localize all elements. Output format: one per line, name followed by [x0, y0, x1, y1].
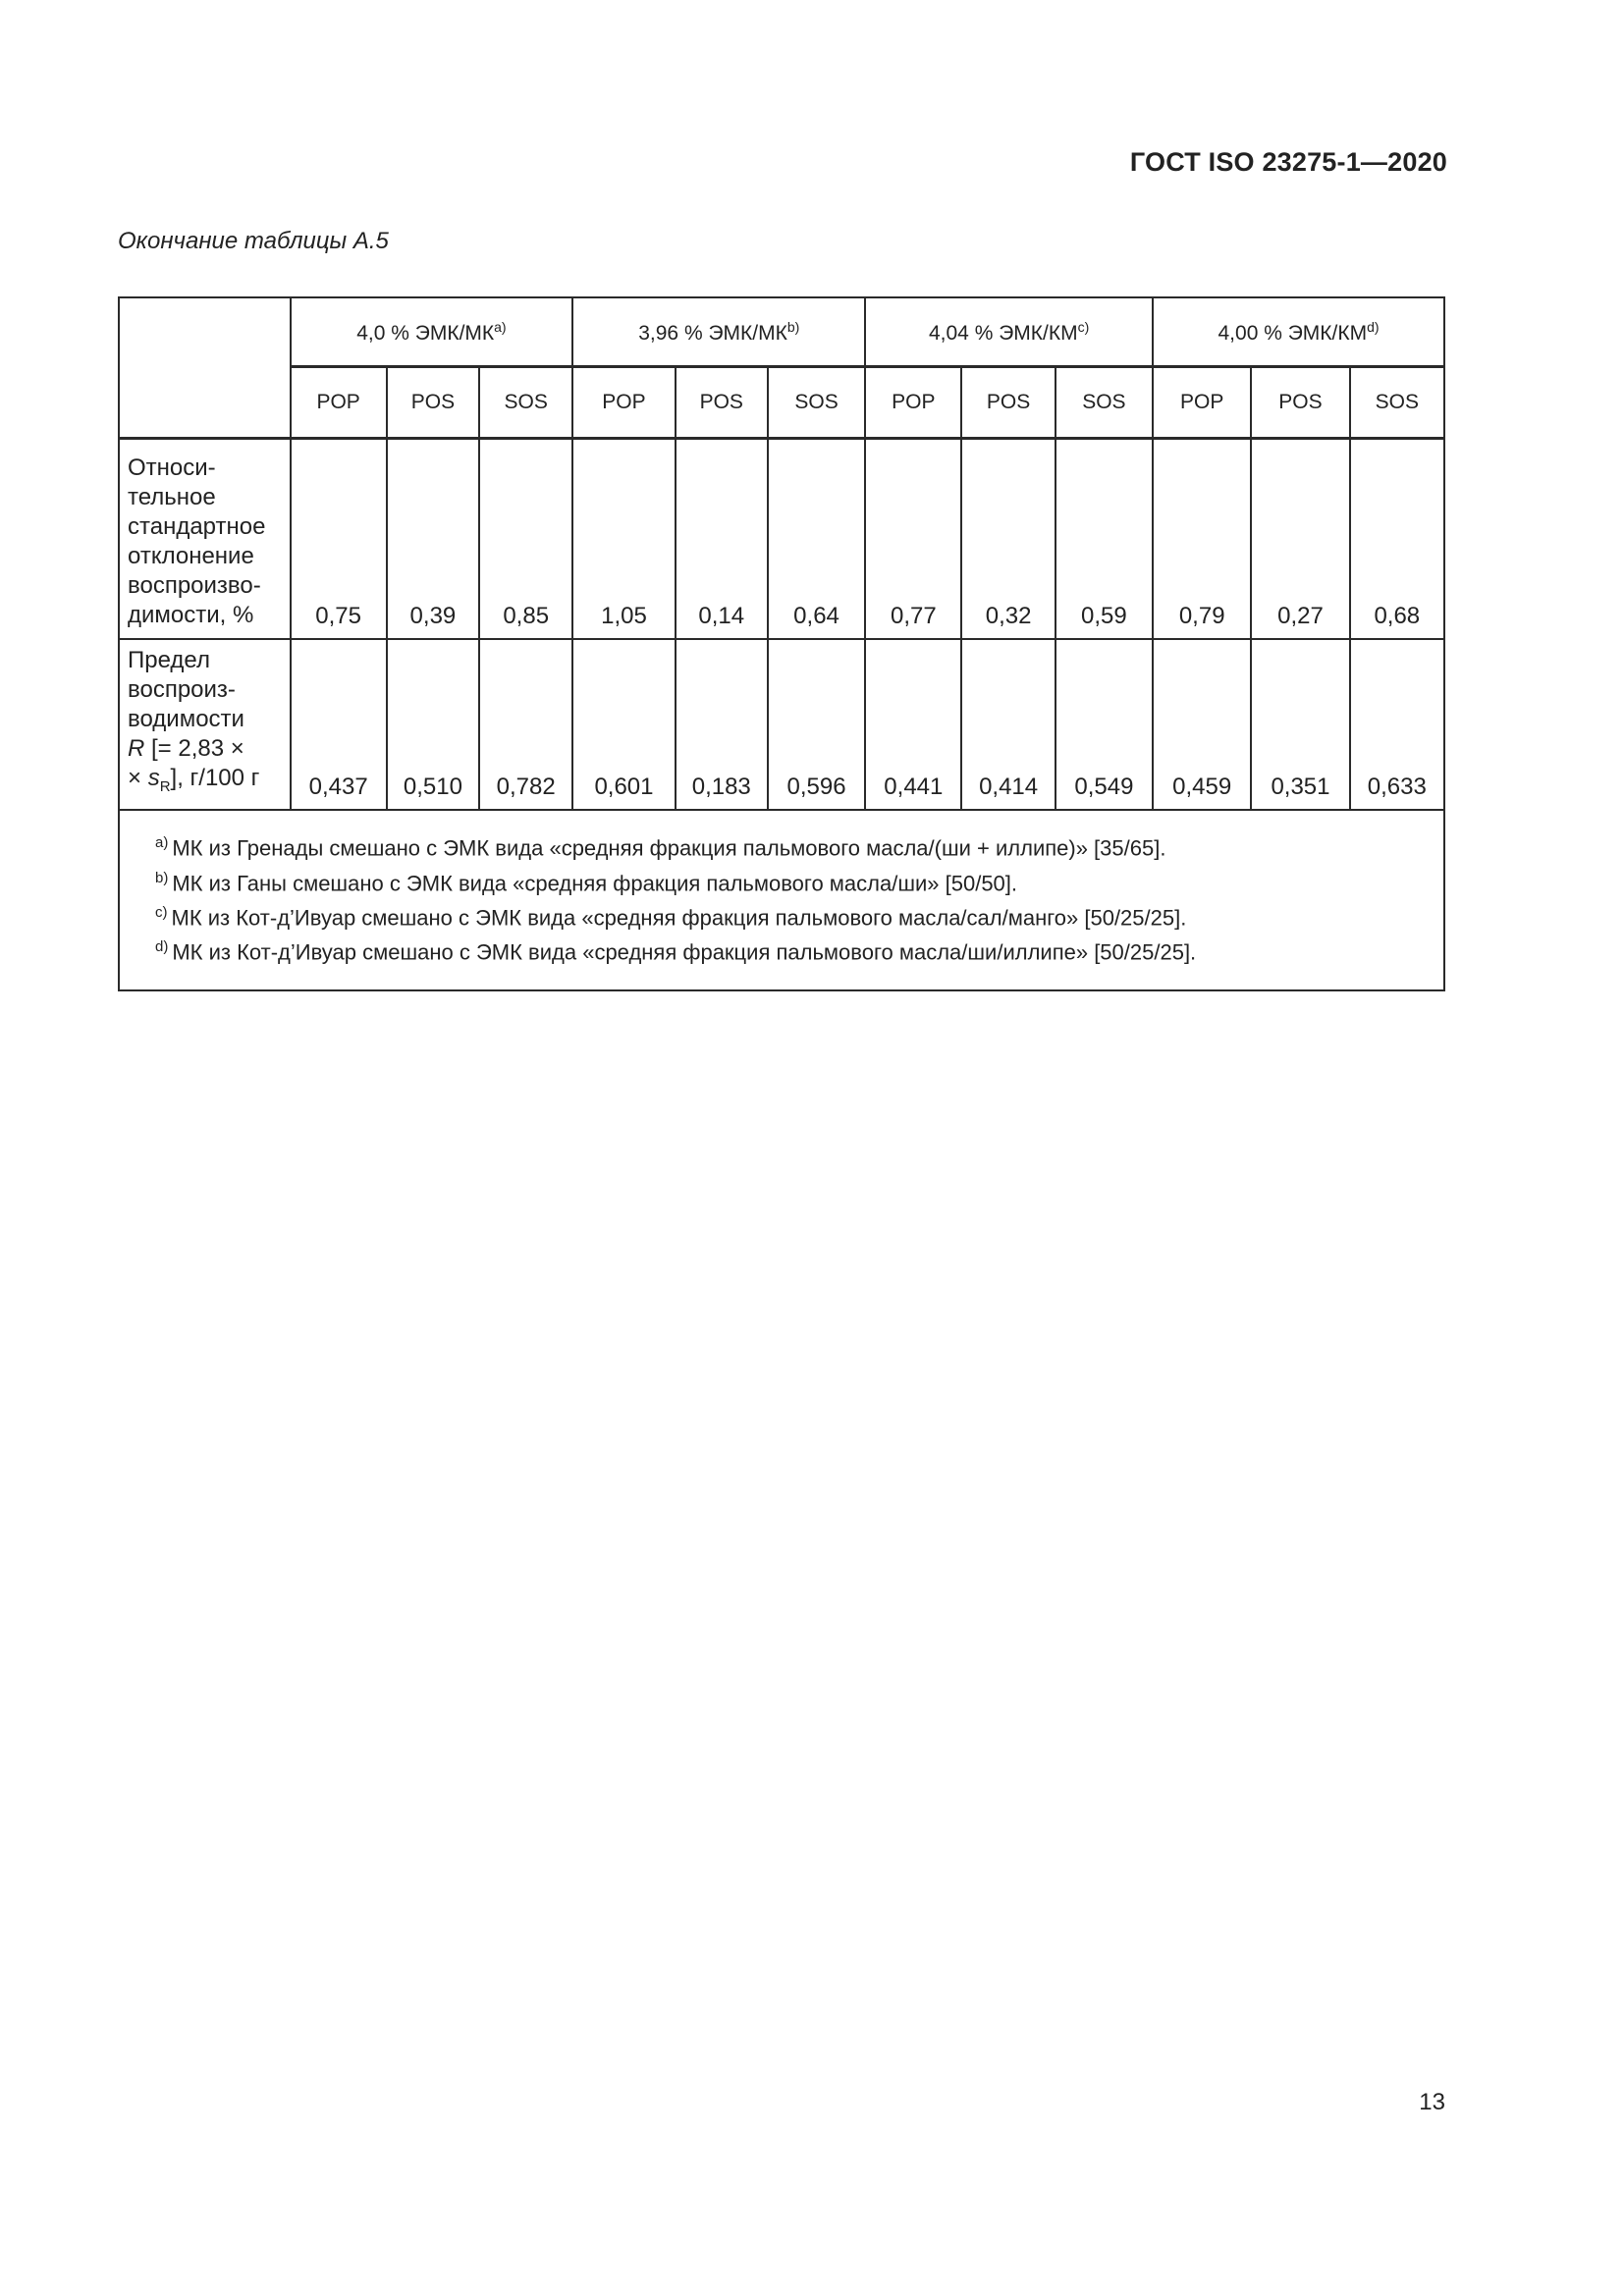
- subheader-cell: POS: [1251, 367, 1349, 439]
- subheader-cell: POP: [291, 367, 387, 439]
- subheader-cell: SOS: [768, 367, 865, 439]
- table-cell: 0,79: [1153, 439, 1251, 639]
- subheader-cell: SOS: [1056, 367, 1153, 439]
- table-cell: 0,77: [865, 439, 961, 639]
- table-cell: 0,510: [387, 639, 479, 811]
- table-cell: 0,414: [961, 639, 1055, 811]
- subheader-cell: POP: [865, 367, 961, 439]
- subheader-cell: POP: [1153, 367, 1251, 439]
- document-id: ГОСТ ISO 23275-1—2020: [1129, 147, 1447, 177]
- page-number: 13: [1419, 2089, 1445, 2115]
- subheader-cell: SOS: [1350, 367, 1444, 439]
- footnote-d: $^{d)}$ МК из Кот-д’Ивуар смешано с ЭМК вида «средняя фракция пальмового масла/ши/иллипе» [50/25/25].: [155, 938, 1197, 965]
- subheader-cell: POS: [676, 367, 768, 439]
- subheader-cell: POS: [961, 367, 1055, 439]
- table-cell: 0,14: [676, 439, 768, 639]
- table-cell: 0,27: [1251, 439, 1349, 639]
- row-label-rsd: Относи- тельное стандартное отклонение воспроизво- димости, %: [119, 439, 291, 639]
- table-cell: 0,782: [479, 639, 572, 811]
- table-row-reproducibility-rsd: [119, 439, 1444, 639]
- table-cell: 0,68: [1350, 439, 1444, 639]
- group-header-1: 4,0 % ЭМК/МК$^{a)}$: [291, 297, 573, 367]
- group-header-4: 4,00 % ЭМК/КМ$^{d)}$: [1153, 297, 1444, 367]
- table-cell: 0,32: [961, 439, 1055, 639]
- footnotes: [119, 810, 1444, 989]
- table-cell: 0,59: [1056, 439, 1153, 639]
- subheader-cell: POP: [572, 367, 675, 439]
- table-caption: Окончание таблицы А.5: [118, 228, 389, 254]
- subheader-cell: SOS: [479, 367, 572, 439]
- table-cell: 0,75: [291, 439, 387, 639]
- table-cell: 0,351: [1251, 639, 1349, 811]
- subheader-row: [119, 367, 1444, 439]
- group-header-3: 4,04 % ЭМК/КМ$^{c)}$: [865, 297, 1153, 367]
- table-cell: 0,633: [1350, 639, 1444, 811]
- table-cell: 0,39: [387, 439, 479, 639]
- table-cell: 0,601: [572, 639, 675, 811]
- table-cell: 0,441: [865, 639, 961, 811]
- table-row-reproducibility-limit: [119, 639, 1444, 811]
- table-cell: 0,437: [291, 639, 387, 811]
- table-cell: 0,596: [768, 639, 865, 811]
- footnote-c: $^{c)}$ МК из Кот-д’Ивуар смешано с ЭМК вида «средняя фракция пальмового масла/сал/манго» [50/25/25].: [155, 903, 1187, 931]
- footnotes-row: [119, 810, 1444, 989]
- table-cell: 0,183: [676, 639, 768, 811]
- data-table: [118, 296, 1445, 991]
- subheader-cell: POS: [387, 367, 479, 439]
- row-label-limit: Предел воспроиз- водимости R [= 2,83 × × $s_R$], г/100 г: [119, 639, 291, 811]
- table-cell: 1,05: [572, 439, 675, 639]
- table-cell: 0,549: [1056, 639, 1153, 811]
- group-header-2: 3,96 % ЭМК/МК$^{b)}$: [572, 297, 865, 367]
- footnote-a: $^{a)}$ МК из Гренады смешано с ЭМК вида «средняя фракция пальмового масла/(ши + иллипе)» [35/65].: [155, 834, 1166, 861]
- table-cell: 0,85: [479, 439, 572, 639]
- table-cell: 0,459: [1153, 639, 1251, 811]
- table-cell: 0,64: [768, 439, 865, 639]
- footnote-b: $^{b)}$ МК из Ганы смешано с ЭМК вида «средняя фракция пальмового масла/ши» [50/50].: [155, 869, 1018, 895]
- group-header-row: [119, 297, 1444, 367]
- corner-cell: [119, 297, 291, 439]
